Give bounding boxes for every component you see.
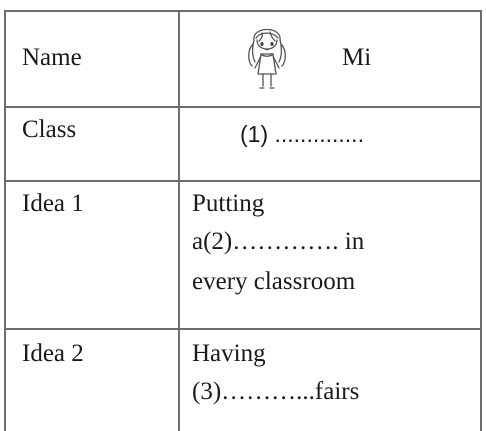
table-border-right [480, 10, 482, 431]
table-border-top [4, 10, 482, 12]
table-border-left [4, 10, 6, 431]
row-value-idea-1-line-3: every classroom [192, 268, 356, 295]
girl-cartoon-icon [242, 18, 292, 98]
row-label-class: Class [22, 116, 77, 143]
row-label-idea-1: Idea 1 [22, 190, 84, 217]
row-value-idea-1-line-2: a(2)…………. in [192, 228, 365, 255]
row-value-idea-1-line-1: Putting [192, 190, 265, 217]
table-row-divider [4, 106, 482, 108]
table-column-divider [178, 10, 180, 431]
table-row-divider [4, 328, 482, 330]
row-value-idea-2-line-1: Having [192, 340, 266, 367]
row-label-idea-2: Idea 2 [22, 340, 84, 367]
row-value-name: Mi [342, 44, 372, 71]
row-value-idea-2-line-2: (3)………...fairs [192, 378, 360, 405]
row-label-name: Name [22, 44, 82, 71]
row-value-class: (1) .............. [240, 121, 364, 147]
table-row-divider [4, 180, 482, 182]
